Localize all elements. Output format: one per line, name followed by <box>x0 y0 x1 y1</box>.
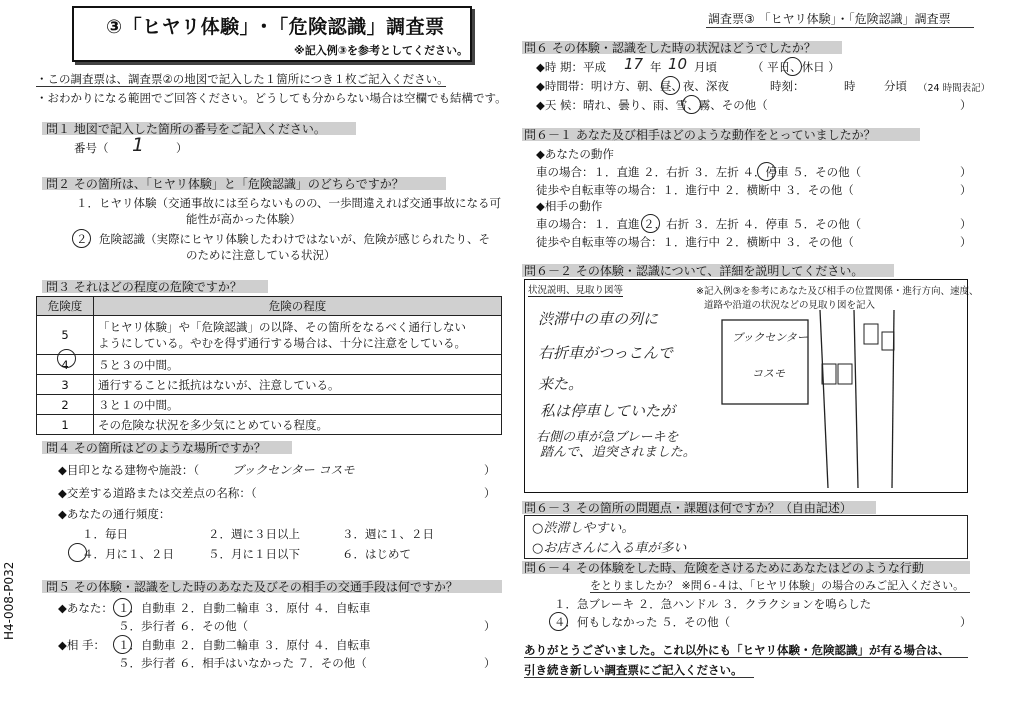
sketch-box-label: 状況説明、見取り図等 <box>528 282 623 297</box>
q4-label: 問４ その箇所はどのような場所ですか？ <box>46 441 266 455</box>
intro-line-1: ・この調査票は、調査票②の地図で記入した１箇所につき１枚ご記入ください。 <box>36 72 449 86</box>
sketch-text-line: 右折車がつっこんで <box>538 344 673 362</box>
q6-clock-note: （24 時間表記） <box>918 83 991 94</box>
q2-selected-circle <box>72 229 91 248</box>
sketch-bookstore-label-1: ブックセンター <box>732 331 808 344</box>
q2-option-2-cont: のために注意している状況） <box>186 248 336 262</box>
footer-underline-2 <box>524 677 754 678</box>
q6-4-selected-circle <box>549 612 568 631</box>
q4-freq-option[interactable]: ６．はじめて <box>342 547 411 561</box>
q1-field-label: 番号（ <box>74 141 109 155</box>
car-icon <box>864 324 878 344</box>
q6-period[interactable]: ◆時間帯：明け方、朝、昼、夜、深夜 <box>536 79 729 93</box>
danger-level: 1 <box>37 415 94 435</box>
q6-time-label: ◆時 期：平成 <box>536 60 606 74</box>
danger-desc: ３と１の中間。 <box>94 395 502 415</box>
q6-3-answer-line: ○渋滞しやすい。 <box>532 521 635 536</box>
q6-1-you-circle <box>757 162 776 181</box>
q6-weather-close: ） <box>960 98 972 112</box>
q6-4-close: ） <box>960 615 972 629</box>
q6-4-label-2: をとりましたか？ ※問６-４は、「ヒヤリ体験」の場合のみご記入ください。 <box>590 579 965 592</box>
q6-month-unit: 月頃 <box>694 60 717 74</box>
q5-you-options-1[interactable]: １．自動車 ２．自動二輪車 ３．原付 ４．自転車 <box>118 601 371 615</box>
intro-underline <box>36 86 446 87</box>
q6-3-answer-line: ○お店さんに入る車が多い <box>532 541 687 556</box>
q5-other-close: ） <box>484 656 496 670</box>
q1-label: 問１ 地図で記入した箇所の番号をご記入ください。 <box>46 122 326 136</box>
sketch-note-2: 道路や沿道の状況などの見取り図を記入 <box>704 300 876 311</box>
q6-period-circle <box>661 76 680 95</box>
q6-1-you-car[interactable]: 車の場合：１．直進 ２．右折 ３．左折 ４．停車 ５．その他（ <box>536 165 862 179</box>
q6-clock-min[interactable]: 分頃 <box>884 79 907 93</box>
q5-other-options-1[interactable]: １．自動車 ２．自動二輪車 ３．原付 ４．自転車 <box>118 638 371 652</box>
q6-daytype[interactable]: （ 平日、休日 ） <box>752 60 840 74</box>
q6-1-other-car[interactable]: 車の場合：１．直進 ２．右折 ３．左折 ４．停車 ５．その他（ <box>536 217 862 231</box>
danger-level: 4 <box>37 355 94 375</box>
q6-1-other-heading: ◆相手の動作 <box>536 199 603 213</box>
q4-freq-option[interactable]: ２．週に３日以上 <box>208 527 300 541</box>
q3-selected-circle <box>57 349 76 368</box>
sketch-text-line: 右側の車が急ブレーキを <box>536 430 679 445</box>
table-row[interactable] <box>37 316 502 355</box>
q6-4-label-1: 問６－４ その体験をした時、危険をさけるためにあなたはどのような行動 <box>524 561 924 575</box>
q5-label: 問５ その体験・認識をした時のあなた及びその相手の交通手段は何ですか？ <box>46 580 458 594</box>
danger-level: 5 <box>37 316 94 355</box>
q5-you-options-2[interactable]: ５．歩行者 ６．その他（ <box>118 619 249 633</box>
danger-desc: その危険な状況を多少気にとめている程度。 <box>94 415 502 435</box>
q4-freq-option[interactable]: １．毎日 <box>82 527 128 541</box>
q6-1-other-walk-close: ） <box>960 235 972 249</box>
q6-clock-label: 時刻： <box>770 79 805 93</box>
sketch-text-line: 来た。 <box>538 375 584 393</box>
q1-answer[interactable]: 1 <box>132 134 145 156</box>
car-icon <box>838 364 852 384</box>
q6-3-label: 問６－３ その箇所の問題点・課題は何ですか？（自由記述） <box>524 501 852 515</box>
q4-landmark-close: ） <box>484 463 496 477</box>
car-icon <box>882 332 894 350</box>
table-row[interactable] <box>37 375 502 395</box>
q4-road-close: ） <box>484 486 496 500</box>
q6-year-answer[interactable]: 17 <box>624 55 644 73</box>
q6-month-answer[interactable]: 10 <box>668 55 688 73</box>
q2-label: 問２ その箇所は、「ヒヤリ体験」と「危険認識」のどちらですか？ <box>46 177 404 191</box>
q6-1-you-walk[interactable]: 徒歩や自転車等の場合：１．進行中 ２．横断中 ３．その他（ <box>536 183 854 197</box>
q2-option-1[interactable]: １．ヒヤリ体験（交通事故には至らないものの、一歩間違えれば交通事故になる可 <box>76 196 502 210</box>
q6-1-you-car-close: ） <box>960 165 972 179</box>
danger-desc: 「ヒヤリ体験」や「危険認識」の以降、その箇所をなるべく通行しない ようにしている。やむを得ず通行する場合は、十分に注意をしている。 <box>94 316 502 355</box>
q5-you-circle <box>113 598 132 617</box>
q6-1-label: 問６－１ あなた及び相手はどのような動作をとっていましたか？ <box>524 128 876 142</box>
danger-level: 2 <box>37 395 94 415</box>
page-title: ③「ヒヤリ体験」･「危険認識」調査票 <box>106 16 445 38</box>
q6-daytype-circle <box>783 57 802 76</box>
q3-label: 問３ それはどの程度の危険ですか？ <box>46 280 242 294</box>
q4-road-label: ◆交差する道路または交差点の名称：（ <box>58 486 257 500</box>
danger-level: 3 <box>37 375 94 395</box>
sketch-bookstore-label-2: コスモ <box>752 367 785 380</box>
q5-other-circle <box>113 635 132 654</box>
q6-1-other-car-close: ） <box>960 217 972 231</box>
sketch-text-line: 踏んで、追突されました。 <box>540 445 696 460</box>
q6-year-unit: 年 <box>650 60 662 74</box>
q4-freq-label: ◆あなたの通行頻度： <box>58 507 171 521</box>
q1-close: ） <box>176 141 188 155</box>
q6-1-other-walk[interactable]: 徒歩や自転車等の場合：１．進行中 ２．横断中 ３．その他（ <box>536 235 854 249</box>
q5-you-close: ） <box>484 619 496 633</box>
q5-you-label: ◆あなた： <box>58 601 113 615</box>
right-header-title: 調査票③ 「ヒヤリ体験」・「危険認識」調査票 <box>708 12 951 26</box>
q6-1-other-circle <box>641 214 660 233</box>
title-note: ※記入例③を参考としてください。 <box>294 44 469 57</box>
table-row[interactable] <box>37 395 502 415</box>
q6-weather[interactable]: ◆天 候：晴れ、曇り、雨、雪、霧、その他（ <box>536 98 768 112</box>
danger-table <box>36 296 502 435</box>
side-code: H4-008-P032 <box>2 561 16 640</box>
sketch-text-line: 渋滞中の車の列に <box>538 310 659 328</box>
q6-label: 問６ その体験・認識をした時の状況はどうでしたか？ <box>524 41 816 55</box>
q4-freq-option[interactable]: ３．週に１、２日 <box>342 527 434 541</box>
sketch-note-1: ※記入例③を参考にあなた及び相手の位置関係・進行方向、速度、 <box>696 286 979 297</box>
q4-freq-option[interactable]: ５．月に１日以下 <box>208 547 300 561</box>
car-icon <box>822 364 836 384</box>
q6-2-label: 問６－２ その体験・認識について、詳細を説明してください。 <box>524 264 864 278</box>
danger-header-desc: 危険の程度 <box>94 297 502 316</box>
q6-1-you-walk-close: ） <box>960 183 972 197</box>
footer-line-2: 引き続き新しい調査票にご記入ください。 <box>524 663 743 677</box>
right-header-underline <box>706 27 974 28</box>
q6-clock-hour[interactable]: 時 <box>844 79 856 93</box>
q6-4-options-1[interactable]: １．急ブレーキ ２．急ハンドル ３．クラクションを鳴らした <box>554 597 872 611</box>
q6-4-underline <box>590 592 970 593</box>
q6-1-you-heading: ◆あなたの動作 <box>536 147 614 161</box>
q5-other-options-2[interactable]: ５．歩行者 ６．相手はいなかった ７．その他（ <box>118 656 367 670</box>
q4-freq-option[interactable]: ４．月に１、２日 <box>82 547 174 561</box>
q4-landmark-label: ◆目印となる建物や施設：（ <box>58 463 200 477</box>
danger-desc: ５と３の中間。 <box>94 355 502 375</box>
table-row[interactable] <box>37 355 502 375</box>
danger-desc: 通行することに抵抗はないが、注意している。 <box>94 375 502 395</box>
road-line <box>854 310 858 488</box>
table-row[interactable] <box>37 415 502 435</box>
intro-line-2: ・おわかりになる範囲でご回答ください。どうしても分からない場合は空欄でも結構です。 <box>36 91 507 105</box>
danger-header-level: 危険度 <box>37 297 94 316</box>
q2-option-1-cont: 能性が高かった体験） <box>186 212 301 226</box>
q5-other-label: ◆相 手： <box>58 638 105 652</box>
q4-selected-circle <box>68 543 87 562</box>
road-line <box>820 310 828 488</box>
sketch-text-line: 私は停車していたが <box>540 402 676 420</box>
q4-landmark-answer[interactable]: ブックセンター コスモ <box>232 463 355 477</box>
footer-underline-1 <box>524 657 968 658</box>
footer-line-1: ありがとうございました。これ以外にも「ヒヤリ体験・危険認識」が有る場合は、 <box>524 643 950 657</box>
q2-option-2[interactable]: ２．危険認識（実際にヒヤリ体験したわけではないが、危険が感じられたり、そ <box>76 232 490 246</box>
q6-weather-circle <box>682 95 701 114</box>
q6-4-options-2[interactable]: ４．何もしなかった ５．その他（ <box>554 615 731 629</box>
